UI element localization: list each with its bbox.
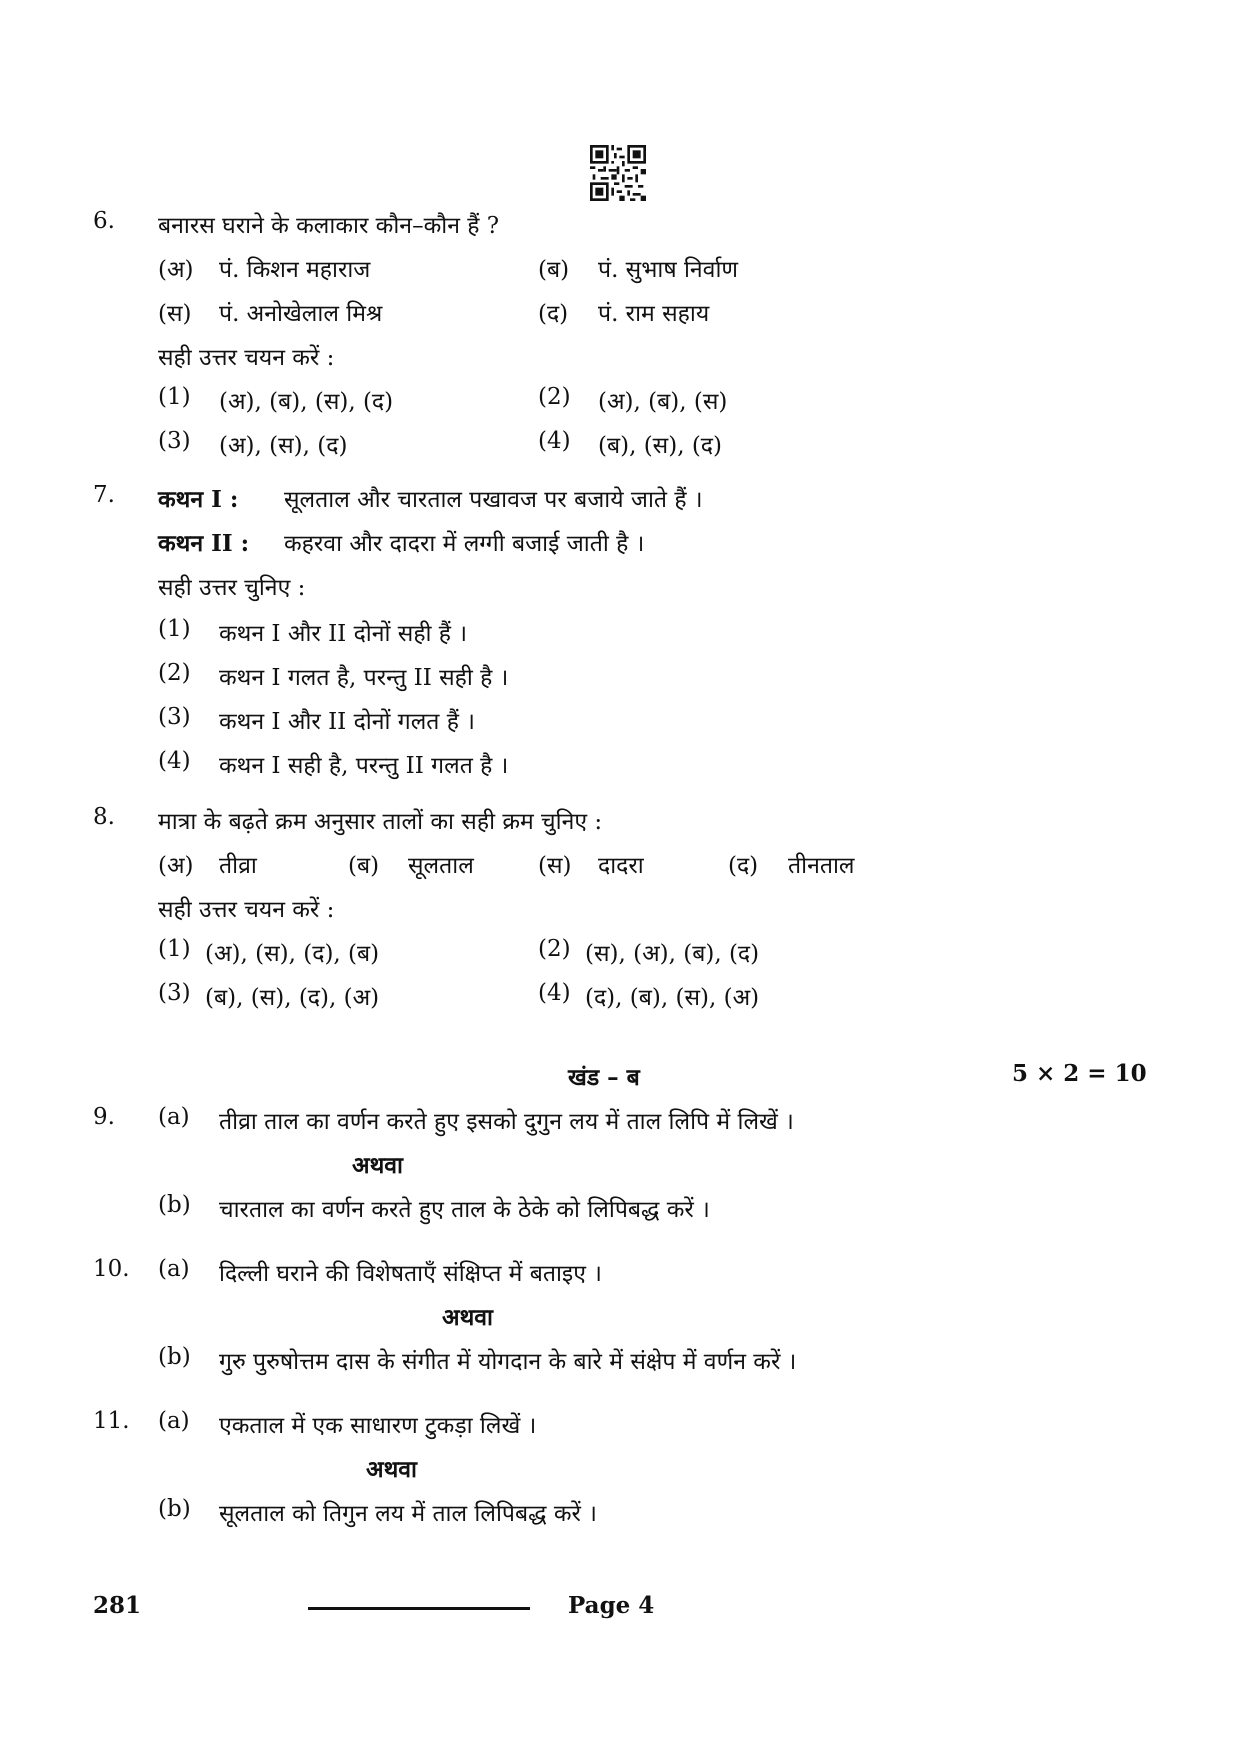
paper-code: 281 bbox=[93, 1592, 142, 1619]
q6-number: 6. bbox=[93, 208, 115, 234]
footer-rule bbox=[308, 1607, 530, 1610]
q7-answer-text: कथन I और II दोनों गलत हैं । bbox=[219, 709, 475, 735]
q6-option-text: पं. अनोखेलाल मिश्र bbox=[219, 301, 383, 327]
page-number: Page 4 bbox=[568, 1592, 655, 1619]
q6-option-text: पं. राम सहाय bbox=[598, 301, 710, 327]
q8-number: 8. bbox=[93, 804, 115, 830]
q9-or: अथवा bbox=[352, 1152, 404, 1179]
q6-answer-label: (3) bbox=[158, 428, 191, 454]
q8-instruction: सही उत्तर चयन करें : bbox=[158, 897, 335, 923]
q10-or: अथवा bbox=[442, 1304, 494, 1331]
q9-part-b-label: (b) bbox=[158, 1192, 191, 1218]
q7-answer-text: कथन I सही है, परन्तु II गलत है । bbox=[219, 753, 509, 779]
q8-answer-text: (अ), (स), (द), (ब) bbox=[205, 941, 380, 967]
q8-text: मात्रा के बढ़ते क्रम अनुसार तालों का सही क्रम चुनिए : bbox=[158, 809, 603, 835]
q8-answer-label: (2) bbox=[538, 936, 571, 962]
q7-answer-text: कथन I गलत है, परन्तु II सही है । bbox=[219, 665, 509, 691]
section-title: खंड – ब bbox=[568, 1064, 640, 1091]
q9-part-a-label: (a) bbox=[158, 1104, 190, 1130]
section-marks: 5 × 2 = 10 bbox=[1012, 1060, 1147, 1087]
q11-number: 11. bbox=[93, 1408, 130, 1434]
q8-answer-label: (3) bbox=[158, 980, 191, 1006]
q6-option-text: पं. किशन महाराज bbox=[219, 257, 371, 283]
q7-statement1-label: कथन I : bbox=[158, 486, 239, 513]
q7-answer-label: (3) bbox=[158, 704, 191, 730]
q11-or: अथवा bbox=[366, 1456, 418, 1483]
q6-option-label: (द) bbox=[538, 301, 569, 327]
q6-option-text: पं. सुभाष निर्वाण bbox=[598, 257, 739, 283]
q7-number: 7. bbox=[93, 482, 115, 508]
q7-answer-label: (4) bbox=[158, 748, 191, 774]
q7-instruction: सही उत्तर चुनिए : bbox=[158, 575, 306, 601]
q11-part-a-label: (a) bbox=[158, 1408, 190, 1434]
q6-answer-text: (ब), (स), (द) bbox=[598, 433, 722, 459]
q8-option-label: (ब) bbox=[348, 853, 380, 879]
q8-answer-label: (1) bbox=[158, 936, 191, 962]
q7-answer-label: (2) bbox=[158, 660, 191, 686]
q7-statement2-text: कहरवा और दादरा में लग्गी बजाई जाती है । bbox=[284, 531, 645, 557]
q8-option-text: तीव्रा bbox=[219, 853, 257, 879]
q7-answer-text: कथन I और II दोनों सही हैं । bbox=[219, 621, 468, 647]
q10-part-a-text: दिल्ली घराने की विशेषताएँ संक्षिप्त में बताइए । bbox=[219, 1261, 602, 1287]
q11-part-b-label: (b) bbox=[158, 1496, 191, 1522]
q6-answer-label: (4) bbox=[538, 428, 571, 454]
q9-number: 9. bbox=[93, 1104, 115, 1130]
q6-answer-text: (अ), (ब), (स), (द) bbox=[219, 389, 394, 415]
q8-answer-text: (ब), (स), (द), (अ) bbox=[205, 985, 380, 1011]
q10-part-b-text: गुरु पुरुषोत्तम दास के संगीत में योगदान के बारे में संक्षेप में वर्णन करें । bbox=[219, 1349, 797, 1375]
qr-code bbox=[590, 145, 646, 201]
q8-option-label: (द) bbox=[728, 853, 759, 879]
q7-statement2-label: कथन II : bbox=[158, 530, 250, 557]
q7-statement1-text: सूलताल और चारताल पखावज पर बजाये जाते हैं । bbox=[284, 487, 703, 513]
q6-answer-label: (1) bbox=[158, 384, 191, 410]
q8-option-label: (अ) bbox=[158, 853, 194, 879]
q8-option-text: तीनताल bbox=[788, 853, 855, 879]
q6-answer-text: (अ), (स), (द) bbox=[219, 433, 348, 459]
q11-part-a-text: एकताल में एक साधारण टुकड़ा लिखें । bbox=[219, 1413, 537, 1439]
q6-text: बनारस घराने के कलाकार कौन–कौन हैं ? bbox=[158, 213, 500, 239]
q9-part-b-text: चारताल का वर्णन करते हुए ताल के ठेके को लिपिबद्ध करें । bbox=[219, 1197, 710, 1223]
q8-answer-label: (4) bbox=[538, 980, 571, 1006]
q7-answer-label: (1) bbox=[158, 616, 191, 642]
q6-option-label: (अ) bbox=[158, 257, 194, 283]
q6-option-label: (स) bbox=[158, 301, 192, 327]
q10-number: 10. bbox=[93, 1256, 130, 1282]
q6-answer-text: (अ), (ब), (स) bbox=[598, 389, 728, 415]
q6-instruction: सही उत्तर चयन करें : bbox=[158, 345, 335, 371]
q10-part-b-label: (b) bbox=[158, 1344, 191, 1370]
q8-answer-text: (स), (अ), (ब), (द) bbox=[585, 941, 760, 967]
q9-part-a-text: तीव्रा ताल का वर्णन करते हुए इसको दुगुन लय में ताल लिपि में लिखें । bbox=[219, 1109, 794, 1135]
q6-option-label: (ब) bbox=[538, 257, 570, 283]
q6-answer-label: (2) bbox=[538, 384, 571, 410]
q8-option-text: दादरा bbox=[598, 853, 644, 879]
q8-answer-text: (द), (ब), (स), (अ) bbox=[585, 985, 760, 1011]
q10-part-a-label: (a) bbox=[158, 1256, 190, 1282]
q8-option-label: (स) bbox=[538, 853, 572, 879]
q8-option-text: सूलताल bbox=[408, 853, 474, 879]
q11-part-b-text: सूलताल को तिगुन लय में ताल लिपिबद्ध करें । bbox=[219, 1501, 597, 1527]
